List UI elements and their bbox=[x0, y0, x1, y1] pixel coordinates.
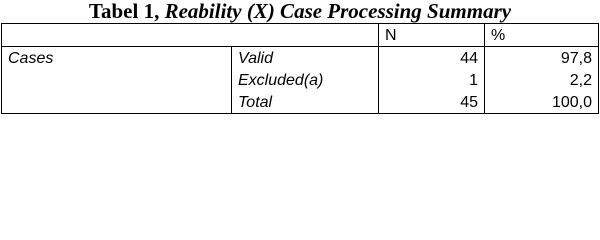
table-title-italic: Reability (X) Case Processing Summary bbox=[164, 0, 512, 23]
table-header-row bbox=[2, 24, 599, 47]
table-title-prefix: Tabel 1, bbox=[88, 0, 165, 23]
row-group-label bbox=[2, 69, 232, 91]
column-header-n: N bbox=[379, 24, 485, 47]
header-blank-cell bbox=[2, 24, 379, 47]
row-n-value: 44 bbox=[379, 47, 485, 70]
table-row bbox=[2, 47, 599, 70]
row-n-value: 45 bbox=[379, 91, 485, 114]
row-percent-value: 100,0 bbox=[485, 91, 599, 114]
case-processing-summary-table bbox=[1, 23, 599, 114]
row-label: Excluded(a) bbox=[232, 69, 379, 91]
row-n-value: 1 bbox=[379, 69, 485, 91]
table-row bbox=[2, 91, 599, 114]
column-header-percent: % bbox=[485, 24, 599, 47]
row-group-label bbox=[2, 91, 232, 114]
table-title bbox=[0, 0, 600, 22]
row-percent-value: 2,2 bbox=[485, 69, 599, 91]
row-group-label: Cases bbox=[2, 47, 232, 70]
row-label: Valid bbox=[232, 47, 379, 70]
row-percent-value: 97,8 bbox=[485, 47, 599, 70]
table-row bbox=[2, 69, 599, 91]
row-label: Total bbox=[232, 91, 379, 114]
